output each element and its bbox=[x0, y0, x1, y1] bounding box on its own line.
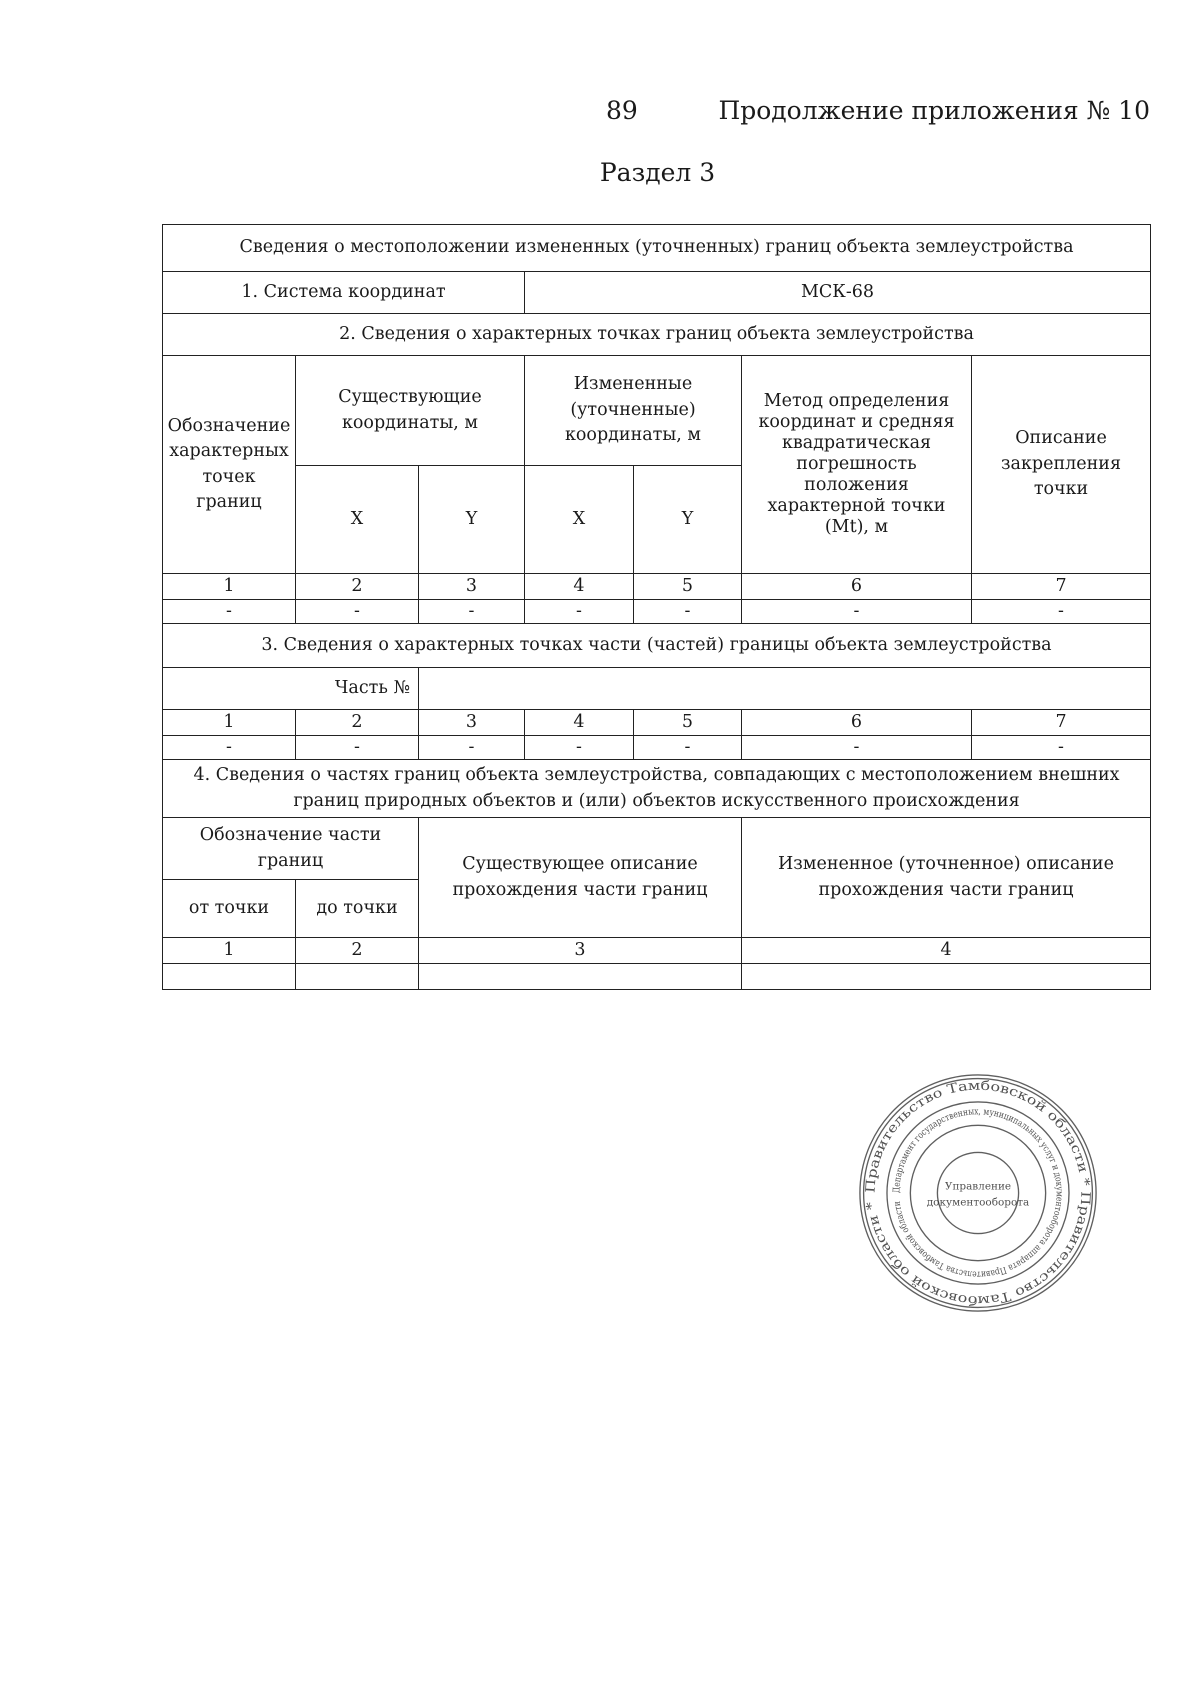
part-number-row bbox=[163, 668, 1151, 710]
stamp-center-line2: документооборота bbox=[926, 1196, 1030, 1209]
table-cell: - bbox=[972, 600, 1151, 624]
column-number: 4 bbox=[525, 574, 634, 600]
boundary-table bbox=[162, 224, 1151, 990]
header-changed-description: Измененное (уточненное) описание прохождения части границ bbox=[742, 818, 1151, 938]
section2-title: 2. Сведения о характерных точках границ объекта землеустройства bbox=[163, 314, 1151, 356]
part-number-value bbox=[419, 668, 1151, 710]
official-stamp bbox=[855, 1070, 1101, 1316]
header-existing-coords: Существующие координаты, м bbox=[296, 356, 525, 466]
coord-system-label: 1. Система координат bbox=[163, 272, 525, 314]
table-title-row bbox=[163, 225, 1151, 272]
coord-system-value: МСК-68 bbox=[525, 272, 1151, 314]
stamp-outer-text: Правительство Тамбовской области * Правительство Тамбовской области * bbox=[863, 1078, 1093, 1308]
table-row bbox=[163, 964, 1151, 990]
coord-system-row bbox=[163, 272, 1151, 314]
column-number-row bbox=[163, 938, 1151, 964]
column-number: 1 bbox=[163, 574, 296, 600]
column-number: 2 bbox=[296, 938, 419, 964]
stamp-inner-text: Департамент государственных, муниципальных услуг и документооборота аппарата Правительства Тамбовской области bbox=[891, 1106, 1065, 1280]
column-number: 7 bbox=[972, 574, 1151, 600]
section2-title-row bbox=[163, 314, 1151, 356]
table-cell: - bbox=[634, 600, 742, 624]
column-number: 5 bbox=[634, 710, 742, 736]
table-cell: - bbox=[742, 736, 972, 760]
section4-title: 4. Сведения о частях границ объекта землеустройства, совпадающих с местоположением внешних границ природных объектов и (или) объектов искусственного происхождения bbox=[163, 760, 1151, 818]
header-part-designation: Обозначение части границ bbox=[163, 818, 419, 880]
header-from-point: от точки bbox=[163, 880, 296, 938]
table-cell: - bbox=[419, 736, 525, 760]
appendix-note: Продолжение приложения № 10 bbox=[718, 96, 1150, 125]
table-cell: - bbox=[296, 600, 419, 624]
header-to-point: до точки bbox=[296, 880, 419, 938]
table-cell: - bbox=[634, 736, 742, 760]
table-cell: - bbox=[972, 736, 1151, 760]
column-number: 4 bbox=[742, 938, 1151, 964]
section4-header-row bbox=[163, 818, 1151, 880]
part-number-label: Часть № bbox=[163, 668, 419, 710]
table-cell: - bbox=[525, 736, 634, 760]
header-changed-coords: Измененные (уточненные) координаты, м bbox=[525, 356, 742, 466]
table-cell: - bbox=[742, 600, 972, 624]
section3-title-row bbox=[163, 624, 1151, 668]
header-changed-y: Y bbox=[634, 466, 742, 574]
column-number: 3 bbox=[419, 938, 742, 964]
section2-header-row bbox=[163, 356, 1151, 466]
column-number: 1 bbox=[163, 710, 296, 736]
table-cell bbox=[742, 964, 1151, 990]
column-number: 2 bbox=[296, 574, 419, 600]
column-number: 6 bbox=[742, 574, 972, 600]
page-number: 89 bbox=[606, 96, 638, 125]
header-changed-x: X bbox=[525, 466, 634, 574]
table-cell: - bbox=[163, 736, 296, 760]
table-cell bbox=[419, 964, 742, 990]
column-number-row bbox=[163, 574, 1151, 600]
table-cell bbox=[163, 964, 296, 990]
column-number: 1 bbox=[163, 938, 296, 964]
column-number: 6 bbox=[742, 710, 972, 736]
column-number: 3 bbox=[419, 710, 525, 736]
table-row bbox=[163, 736, 1151, 760]
section4-title-row bbox=[163, 760, 1151, 818]
column-number: 3 bbox=[419, 574, 525, 600]
section-title: Раздел 3 bbox=[599, 158, 716, 187]
column-number: 5 bbox=[634, 574, 742, 600]
column-number: 7 bbox=[972, 710, 1151, 736]
column-number-row bbox=[163, 710, 1151, 736]
header-existing-description: Существующее описание прохождения части границ bbox=[419, 818, 742, 938]
svg-text:Департамент государственных, м bbox=[891, 1106, 1065, 1279]
stamp-center-line1: Управление bbox=[944, 1180, 1012, 1193]
table-cell: - bbox=[163, 600, 296, 624]
table-cell: - bbox=[419, 600, 525, 624]
table-cell: - bbox=[525, 600, 634, 624]
table-cell: - bbox=[296, 736, 419, 760]
column-number: 2 bbox=[296, 710, 419, 736]
table-title: Сведения о местоположении измененных (уточненных) границ объекта землеустройства bbox=[163, 225, 1151, 272]
header-existing-x: X bbox=[296, 466, 419, 574]
header-existing-y: Y bbox=[419, 466, 525, 574]
header-method: Метод определения координат и средняя квадратическая погрешность положения характерной точки (Mt), м bbox=[742, 356, 972, 574]
section3-title: 3. Сведения о характерных точках части (частей) границы объекта землеустройства bbox=[163, 624, 1151, 668]
header-point-description: Описание закрепления точки bbox=[972, 356, 1151, 574]
table-cell bbox=[296, 964, 419, 990]
column-number: 4 bbox=[525, 710, 634, 736]
table-row bbox=[163, 600, 1151, 624]
header-point-designation: Обозначение характерных точек границ bbox=[163, 356, 296, 574]
